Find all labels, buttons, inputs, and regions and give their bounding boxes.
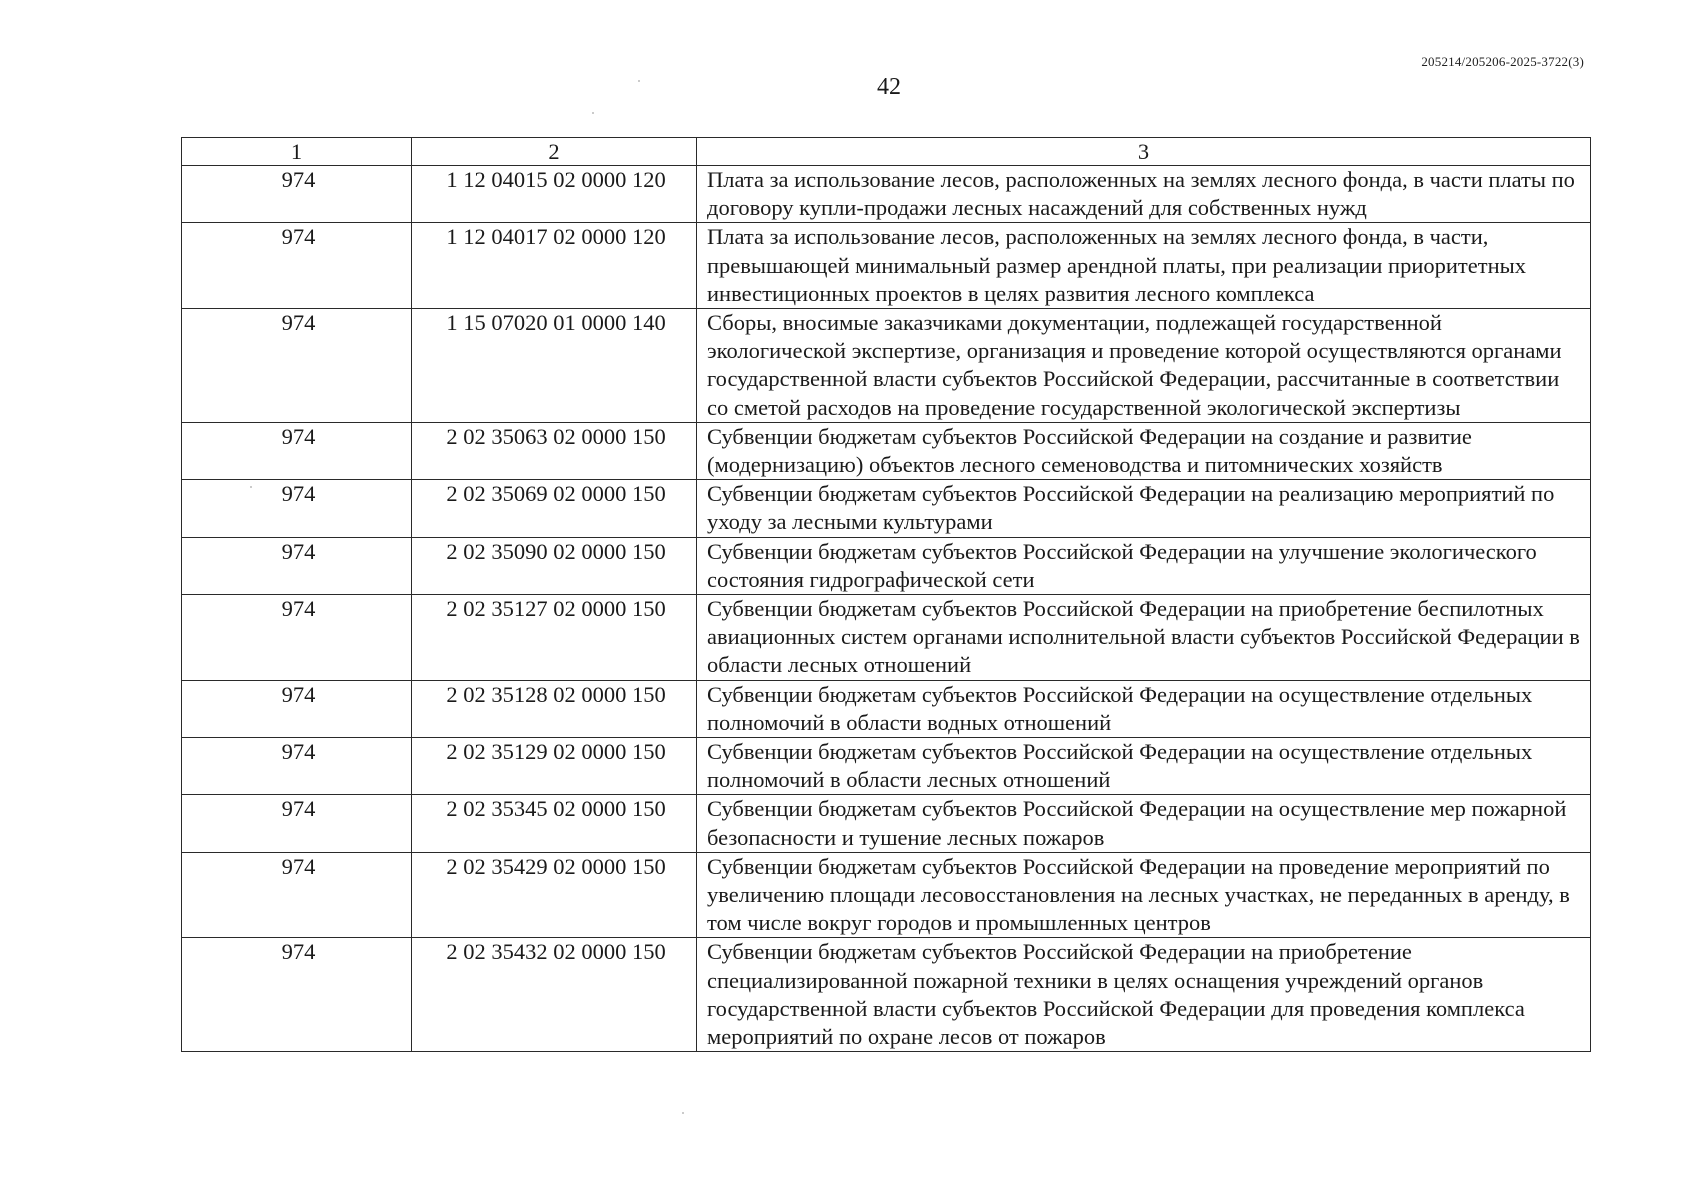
- description-cell: Плата за использование лесов, расположенных на землях лесного фонда, в части платы по договору купли-продажи лесных насаждений для собственных нужд: [697, 166, 1591, 223]
- table-row: [182, 738, 1591, 795]
- table-row: [182, 938, 1591, 1052]
- admin-code-cell: 974: [182, 680, 412, 737]
- admin-code-cell: 974: [182, 480, 412, 537]
- admin-code-cell: 974: [182, 309, 412, 423]
- admin-code-cell: 974: [182, 537, 412, 594]
- description-cell: Субвенции бюджетам субъектов Российской Федерации на реализацию мероприятий по уходу за лесными культурами: [697, 480, 1591, 537]
- description-cell: Субвенции бюджетам субъектов Российской Федерации на приобретение специализированной пожарной техники в целях оснащения учреждений органов государственной власти субъектов Российской Федерации для проведения комплекса мероприятий по охране лесов от пожаров: [697, 938, 1591, 1052]
- table-row: [182, 852, 1591, 938]
- description-cell: Субвенции бюджетам субъектов Российской Федерации на проведение мероприятий по увеличению площади лесовосстановления на лесных участках, не переданных в аренду, в том числе вокруг городов и промышленных центров: [697, 852, 1591, 938]
- table-row: [182, 422, 1591, 479]
- description-cell: Субвенции бюджетам субъектов Российской Федерации на улучшение экологического состояния гидрографической сети: [697, 537, 1591, 594]
- table-row: [182, 595, 1591, 681]
- description-cell: Субвенции бюджетам субъектов Российской Федерации на приобретение беспилотных авиационных систем органами исполнительной власти субъектов Российской Федерации в области лесных отношений: [697, 595, 1591, 681]
- budget-code-cell: 2 02 35069 02 0000 150: [412, 480, 697, 537]
- scan-speck: [250, 486, 252, 488]
- scan-speck: [638, 80, 640, 82]
- table-row: [182, 480, 1591, 537]
- table-header-row: [182, 138, 1591, 166]
- budget-codes-table: [181, 137, 1591, 1052]
- budget-code-cell: 2 02 35127 02 0000 150: [412, 595, 697, 681]
- table-row: [182, 537, 1591, 594]
- admin-code-cell: 974: [182, 795, 412, 852]
- admin-code-cell: 974: [182, 166, 412, 223]
- table-row: [182, 309, 1591, 423]
- table-row: [182, 223, 1591, 309]
- budget-code-cell: 2 02 35063 02 0000 150: [412, 422, 697, 479]
- budget-code-cell: 2 02 35345 02 0000 150: [412, 795, 697, 852]
- budget-code-cell: 2 02 35129 02 0000 150: [412, 738, 697, 795]
- description-cell: Субвенции бюджетам субъектов Российской Федерации на осуществление мер пожарной безопасности и тушение лесных пожаров: [697, 795, 1591, 852]
- admin-code-cell: 974: [182, 738, 412, 795]
- budget-code-cell: 1 12 04015 02 0000 120: [412, 166, 697, 223]
- budget-code-cell: 2 02 35432 02 0000 150: [412, 938, 697, 1052]
- table-row: [182, 795, 1591, 852]
- budget-code-cell: 1 15 07020 01 0000 140: [412, 309, 697, 423]
- admin-code-cell: 974: [182, 595, 412, 681]
- page-number: 42: [877, 74, 901, 100]
- header-col-2: 2: [412, 138, 697, 166]
- table-row: [182, 680, 1591, 737]
- admin-code-cell: 974: [182, 938, 412, 1052]
- table-row: [182, 166, 1591, 223]
- admin-code-cell: 974: [182, 223, 412, 309]
- description-cell: Плата за использование лесов, расположенных на землях лесного фонда, в части, превышающей минимальный размер арендной платы, при реализации приоритетных инвестиционных проектов в целях развития лесного комплекса: [697, 223, 1591, 309]
- scan-speck: [592, 112, 594, 114]
- admin-code-cell: 974: [182, 852, 412, 938]
- budget-code-cell: 2 02 35090 02 0000 150: [412, 537, 697, 594]
- budget-code-cell: 1 12 04017 02 0000 120: [412, 223, 697, 309]
- description-cell: Субвенции бюджетам субъектов Российской Федерации на создание и развитие (модернизацию) объектов лесного семеноводства и питомнических хозяйств: [697, 422, 1591, 479]
- description-cell: Субвенции бюджетам субъектов Российской Федерации на осуществление отдельных полномочий в области водных отношений: [697, 680, 1591, 737]
- document-id: 205214/205206-2025-3722(3): [1421, 54, 1584, 69]
- admin-code-cell: 974: [182, 422, 412, 479]
- header-col-3: 3: [697, 138, 1591, 166]
- header-col-1: 1: [182, 138, 412, 166]
- description-cell: Субвенции бюджетам субъектов Российской Федерации на осуществление отдельных полномочий в области лесных отношений: [697, 738, 1591, 795]
- description-cell: Сборы, вносимые заказчиками документации, подлежащей государственной экологической экспертизе, организация и проведение которой осуществляются органами государственной власти субъектов Российской Федерации, рассчитанные в соответствии со сметой расходов на проведение государственной экологической экспертизы: [697, 309, 1591, 423]
- budget-code-cell: 2 02 35429 02 0000 150: [412, 852, 697, 938]
- scan-speck: [682, 1112, 684, 1114]
- budget-code-cell: 2 02 35128 02 0000 150: [412, 680, 697, 737]
